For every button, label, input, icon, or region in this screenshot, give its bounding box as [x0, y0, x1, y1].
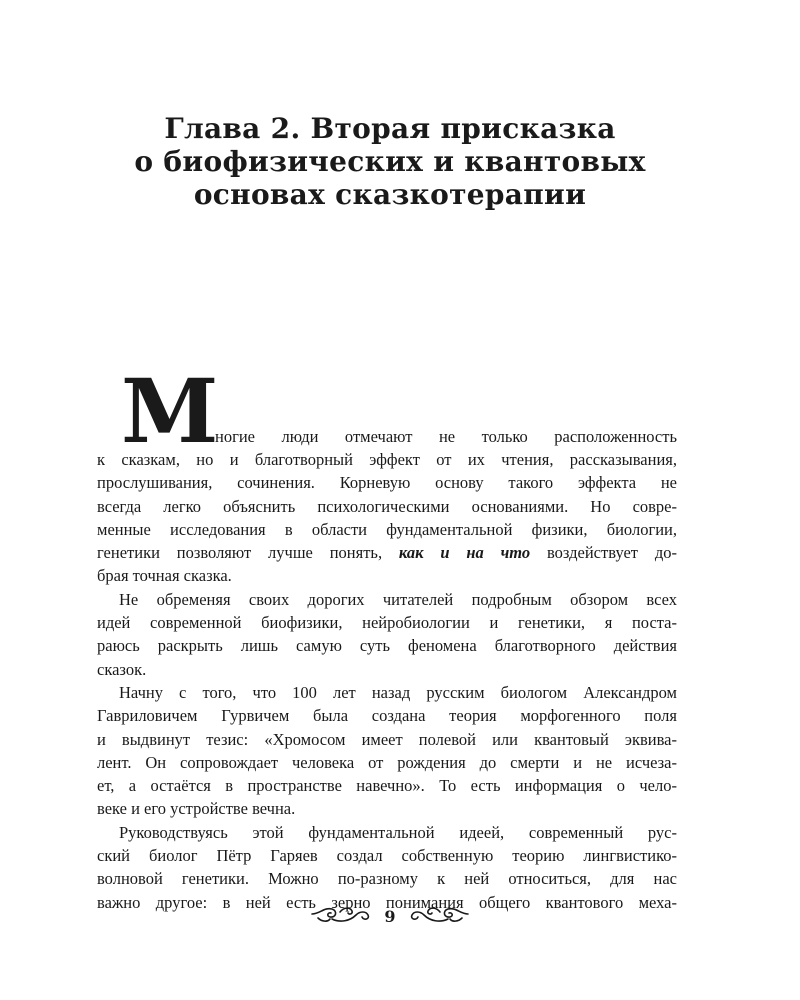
- text-line: и выдвинут тезис: «Хромосом имеет полевой или квантовый эквива-: [97, 729, 677, 749]
- chapter-title-line-3: основах сказкотерапии: [193, 178, 587, 211]
- text-line: Начну с того, что 100 лет назад русским биологом Александром: [119, 682, 677, 702]
- text-line: Руководствуясь этой фундаментальной идеей, современный рус-: [119, 822, 677, 842]
- text-line: важно другое: в ней есть зерно понимания общего квантового меха-: [97, 892, 677, 912]
- chapter-title: [100, 112, 680, 211]
- text-line: Гавриловичем Гурвичем была создана теория морфогенного поля: [97, 706, 677, 726]
- text-line: прослушивания, сочинения. Корневую основу такого эффекта не: [97, 473, 677, 493]
- text-line: менные исследования в области фундаментальной физики, биологии,: [97, 519, 677, 539]
- text-line: к сказкам, но и благотворный эффект от их чтения, рассказывания,: [97, 450, 677, 469]
- emphasized-phrase: как и на что: [398, 543, 531, 563]
- text-line: раюсь раскрыть лишь самую суть феномена благотворного действия: [97, 636, 677, 656]
- floral-ornament-icon: [310, 903, 372, 930]
- page-number: 9: [384, 906, 396, 926]
- text-line: сказок.: [97, 659, 147, 679]
- text-line: Не обременяя своих дорогих читателей подробным обзором всех: [119, 589, 677, 609]
- text-line: идей современной биофизики, нейробиологии и генетики, я поста-: [97, 613, 677, 633]
- drop-cap: М: [121, 359, 219, 463]
- text-line: волновой генетики. Можно по-разному к ней относиться, для нас: [97, 869, 677, 889]
- page-footer: [296, 902, 484, 930]
- floral-ornament-icon: [408, 903, 470, 930]
- text-run: генетики позволяют лучше понять,: [97, 543, 399, 563]
- body-text: [97, 359, 677, 914]
- text-line: брая точная сказка.: [97, 566, 232, 586]
- text-run: воздействует до-: [530, 543, 677, 563]
- chapter-title-line-2: о биофизических и квантовых: [134, 145, 646, 178]
- text-line: ет, а остаётся в пространстве навечно». То есть информация о чело-: [97, 776, 677, 796]
- text-line: лент. Он сопровождает человека от рождения до смерти и не исчеза-: [97, 752, 677, 772]
- text-line-emphasis: [97, 541, 677, 564]
- text-line: веке и его устройстве вечна.: [97, 799, 296, 819]
- text-line: всегда легко объяснить психологическими основаниями. Но совре-: [97, 496, 677, 516]
- chapter-title-line-1: Глава 2. Вторая присказка: [164, 112, 616, 145]
- text-line: ский биолог Пётр Гаряев создал собственную теорию лингвистико-: [97, 846, 677, 866]
- text-line: ногие люди отмечают не только расположенность: [215, 426, 677, 446]
